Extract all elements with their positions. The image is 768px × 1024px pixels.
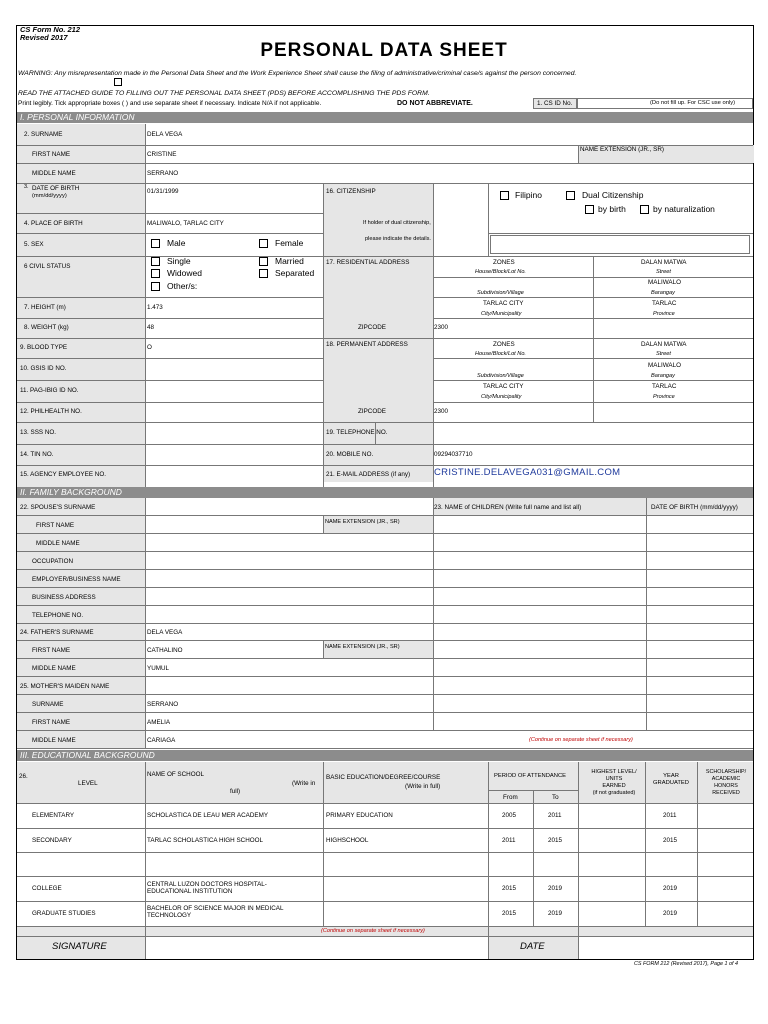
edu-row-to[interactable]: 2019 <box>548 885 563 892</box>
email-value[interactable]: CRISTINE.DELAVEGA031@GMAIL.COM <box>434 467 621 478</box>
section-educational-background: III. EDUCATIONAL BACKGROUND <box>17 750 753 761</box>
example-checkbox <box>114 78 122 86</box>
first-name-label: FIRST NAME <box>32 151 71 158</box>
school-header: NAME OF SCHOOL <box>147 771 205 778</box>
res-zipcode-value[interactable]: 2300 <box>434 324 449 331</box>
perm-street-value[interactable]: DALAN MATWA <box>641 341 687 348</box>
middle-name-label: MIDDLE NAME <box>32 170 76 177</box>
by-naturalization-checkbox[interactable] <box>640 205 649 214</box>
sex-label: 5. SEX <box>24 241 44 248</box>
civil-married-label: Married <box>275 256 304 266</box>
edu-row-to[interactable]: 2015 <box>548 837 563 844</box>
by-birth-checkbox[interactable] <box>585 205 594 214</box>
civil-other-label: Other/s: <box>167 281 198 291</box>
perm-house-value[interactable]: ZONES <box>493 341 515 348</box>
blood-type-label: 9. BLOOD TYPE <box>20 344 68 351</box>
edu-row-year[interactable]: 2019 <box>663 885 678 892</box>
dob-label: DATE OF BIRTH <box>32 185 80 192</box>
pob-value[interactable]: MALIWALO, TARLAC CITY <box>147 220 224 227</box>
mother-maiden-label: 25. MOTHER'S MAIDEN NAME <box>20 683 110 690</box>
from-header: From <box>503 794 518 801</box>
civil-single-label: Single <box>167 256 191 266</box>
mother-middle-name-value[interactable]: CARIAGA <box>147 737 176 744</box>
children-label: 23. NAME of CHILDREN (Write full name and list all) <box>434 504 582 511</box>
sss-label: 13. SSS NO. <box>20 429 57 436</box>
surname-value[interactable]: DELA VEGA <box>147 131 183 138</box>
warning-text: WARNING: Any misrepresentation made in the Personal Data Sheet and the Work Experience Sheet shall cause the filing of administrative/criminal case/s against the person concerned. <box>18 70 577 77</box>
sex-male-checkbox[interactable] <box>151 239 160 248</box>
highest-level-header: HIGHEST LEVEL/ UNITS EARNED (if not graduated) <box>591 769 637 796</box>
father-surname-label: 24. FATHER'S SURNAME <box>20 629 94 636</box>
year-graduated-header: YEAR GRADUATED <box>653 773 689 786</box>
mobile-label: 20. MOBILE NO. <box>326 451 374 458</box>
no-abbreviate-text: DO NOT ABBREVIATE. <box>397 100 473 107</box>
mother-first-name-value[interactable]: AMELIA <box>147 719 171 726</box>
filipino-checkbox[interactable] <box>500 191 509 200</box>
dob-format: (mm/dd/yyyy) <box>32 193 67 199</box>
res-province-value[interactable]: TARLAC <box>652 300 677 307</box>
edu-row-from[interactable]: 2011 <box>502 837 516 844</box>
dual-note-2: please indicate the details. <box>365 236 431 242</box>
occupation-label: OCCUPATION <box>32 558 74 565</box>
agency-no-label: 15. AGENCY EMPLOYEE NO. <box>20 471 106 478</box>
edu-row-course[interactable]: PRIMARY EDUCATION <box>326 812 393 819</box>
edu-row-level: SECONDARY <box>32 837 72 844</box>
spouse-middle-name-label: MIDDLE NAME <box>36 540 80 547</box>
edu-row-from[interactable]: 2005 <box>502 812 517 819</box>
perm-province-value[interactable]: TARLAC <box>652 383 677 390</box>
pob-label: 4. PLACE OF BIRTH <box>24 220 83 227</box>
edu-row-to[interactable]: 2019 <box>548 910 563 917</box>
civil-married-checkbox[interactable] <box>259 257 268 266</box>
res-barangay-value[interactable]: MALIWALO <box>648 279 682 286</box>
surname-label: 2. SURNAME <box>24 131 63 138</box>
dual-citizenship-label: Dual Citizenship <box>582 190 644 200</box>
gsis-label: 10. GSIS ID NO. <box>20 365 67 372</box>
honors-header: SCHOLARSHIP/ ACADEMIC HONORS RECEIVED <box>705 769 747 796</box>
citizenship-label: 16. CITIZENSHIP <box>326 188 376 195</box>
page-title: PERSONAL DATA SHEET <box>260 40 508 61</box>
edu-row-year[interactable]: 2019 <box>663 910 678 917</box>
period-header: PERIOD OF ATTENDANCE <box>494 773 567 779</box>
employer-label: EMPLOYER/BUSINESS NAME <box>32 576 121 583</box>
edu-row-school[interactable]: BACHELOR OF SCIENCE MAJOR IN MEDICAL TECHNOLOGY <box>147 905 284 919</box>
name-extension-label: NAME EXTENSION (JR., SR) <box>580 146 664 153</box>
family-continue-note: (Continue on separate sheet if necessary) <box>529 737 633 743</box>
form-number: CS Form No. 212 Revised 2017 <box>20 25 81 42</box>
edu-row-level: ELEMENTARY <box>32 812 75 819</box>
signature-label: SIGNATURE <box>52 941 107 952</box>
edu-row-year[interactable]: 2015 <box>663 837 678 844</box>
res-house-value[interactable]: ZONES <box>493 259 515 266</box>
children-dob-label: DATE OF BIRTH (mm/dd/yyyy) <box>651 504 738 511</box>
residential-address-label: 17. RESIDENTIAL ADDRESS <box>326 259 410 266</box>
perm-city-value[interactable]: TARLAC CITY <box>483 383 524 390</box>
first-name-value[interactable]: CRISTINE <box>147 151 177 158</box>
edu-row-to[interactable]: 2011 <box>548 812 562 819</box>
spouse-telephone-label: TELEPHONE NO. <box>32 612 84 619</box>
edu-row-school[interactable]: CENTRAL LUZON DOCTORS HOSPITAL- EDUCATIONAL INSTITUTION <box>147 881 267 895</box>
res-zipcode-label: ZIPCODE <box>358 324 386 331</box>
edu-row-level: COLLEGE <box>32 885 62 892</box>
edu-row-from[interactable]: 2015 <box>502 885 517 892</box>
civil-widowed-checkbox[interactable] <box>151 269 160 278</box>
blood-type-value[interactable]: O <box>147 344 152 351</box>
weight-label: 8. WEIGHT (kg) <box>24 324 69 331</box>
telephone-label: 19. TELEPHONE NO. <box>326 429 388 436</box>
print-legibly-text: Print legibly. Tick appropriate boxes ( ) and use separate sheet if necessary. Indicate N/A if not applicable. <box>18 100 322 107</box>
spouse-first-name-label: FIRST NAME <box>36 522 75 529</box>
perm-zipcode-label: ZIPCODE <box>358 408 386 415</box>
father-middle-name-value[interactable]: YUMUL <box>147 665 170 672</box>
by-naturalization-label: by naturalization <box>653 204 715 214</box>
father-surname-value[interactable]: DELA VEGA <box>147 629 183 636</box>
dual-details-field[interactable] <box>490 235 750 254</box>
edu-row-from[interactable]: 2015 <box>502 910 517 917</box>
cs-id-label: 1. CS ID No. <box>537 100 573 107</box>
csc-use-note: (Do not fill up. For CSC use only) <box>650 100 736 106</box>
civil-other-checkbox[interactable] <box>151 282 160 291</box>
mother-first-name-label: FIRST NAME <box>32 719 71 726</box>
father-middle-name-label: MIDDLE NAME <box>32 665 76 672</box>
perm-zipcode-value[interactable]: 2300 <box>434 408 449 415</box>
page-footer: CS FORM 212 (Revised 2017), Page 1 of 4 <box>634 961 738 967</box>
civil-separated-checkbox[interactable] <box>259 269 268 278</box>
edu-row-course[interactable]: HIGHSCHOOL <box>326 837 369 844</box>
email-label: 21. E-MAIL ADDRESS (if any) <box>326 471 411 478</box>
date-label: DATE <box>520 941 545 952</box>
business-address-label: BUSINESS ADDRESS <box>32 594 96 601</box>
mobile-value[interactable]: 09294037710 <box>434 451 473 458</box>
sex-male-label: Male <box>167 238 186 248</box>
sex-female-checkbox[interactable] <box>259 239 268 248</box>
edu-row-year[interactable]: 2011 <box>663 812 677 819</box>
filipino-label: Filipino <box>515 190 542 200</box>
to-header: To <box>552 794 559 801</box>
edu-row-school[interactable]: TARLAC SCHOLASTICA HIGH SCHOOL <box>147 837 264 844</box>
father-name-ext-label: NAME EXTENSION (JR., SR) <box>325 644 400 650</box>
section-personal-info: I. PERSONAL INFORMATION <box>17 112 753 123</box>
height-label: 7. HEIGHT (m) <box>24 304 66 311</box>
tin-label: 14. TIN NO. <box>20 451 54 458</box>
edu-row-school[interactable]: SCHOLASTICA DE LEAU MER ACADEMY <box>147 812 269 819</box>
mother-surname-value[interactable]: SERRANO <box>147 701 179 708</box>
dual-note-1: If holder of dual citizenship, <box>363 220 431 226</box>
civil-status-label: 6 CIVIL STATUS <box>24 263 71 270</box>
height-value[interactable]: 1.473 <box>147 304 163 311</box>
pagibig-label: 11. PAG-IBIG ID NO. <box>20 387 79 394</box>
res-city-value[interactable]: TARLAC CITY <box>483 300 524 307</box>
edu-row-level: GRADUATE STUDIES <box>32 910 96 917</box>
signature-field[interactable] <box>146 937 487 958</box>
dob-value[interactable]: 01/31/1999 <box>147 188 179 195</box>
permanent-address-label: 18. PERMANENT ADDRESS <box>326 341 408 348</box>
civil-separated-label: Separated <box>275 268 315 278</box>
read-guide-text: READ THE ATTACHED GUIDE TO FILLING OUT THE PERSONAL DATA SHEET (PDS) BEFORE ACCOMPLISHING THE PDS FORM. <box>18 90 430 97</box>
spouse-name-ext-label: NAME EXTENSION (JR., SR) <box>325 519 400 525</box>
date-field[interactable] <box>579 937 752 958</box>
perm-barangay-value[interactable]: MALIWALO <box>648 362 682 369</box>
father-first-name-value[interactable]: CATHALINO <box>147 647 183 654</box>
civil-single-checkbox[interactable] <box>151 257 160 266</box>
by-birth-label: by birth <box>598 204 626 214</box>
philhealth-label: 12. PHILHEALTH NO. <box>20 408 82 415</box>
sex-female-label: Female <box>275 238 304 248</box>
section-family-background: II. FAMILY BACKGROUND <box>17 487 753 498</box>
dual-citizenship-checkbox[interactable] <box>566 191 575 200</box>
spouse-surname-label: 22. SPOUSE'S SURNAME <box>20 504 96 511</box>
middle-name-value[interactable]: SERRANO <box>147 170 179 177</box>
father-first-name-label: FIRST NAME <box>32 647 71 654</box>
level-header: LEVEL <box>78 780 98 787</box>
course-header: BASIC EDUCATION/DEGREE/COURSE <box>326 774 441 781</box>
weight-value[interactable]: 48 <box>147 324 155 331</box>
civil-widowed-label: Widowed <box>167 268 202 278</box>
education-continue-note: (Continue on separate sheet if necessary) <box>321 928 425 934</box>
mother-middle-name-label: MIDDLE NAME <box>32 737 76 744</box>
res-street-value[interactable]: DALAN MATWA <box>641 259 687 266</box>
mother-surname-label: SURNAME <box>32 701 64 708</box>
